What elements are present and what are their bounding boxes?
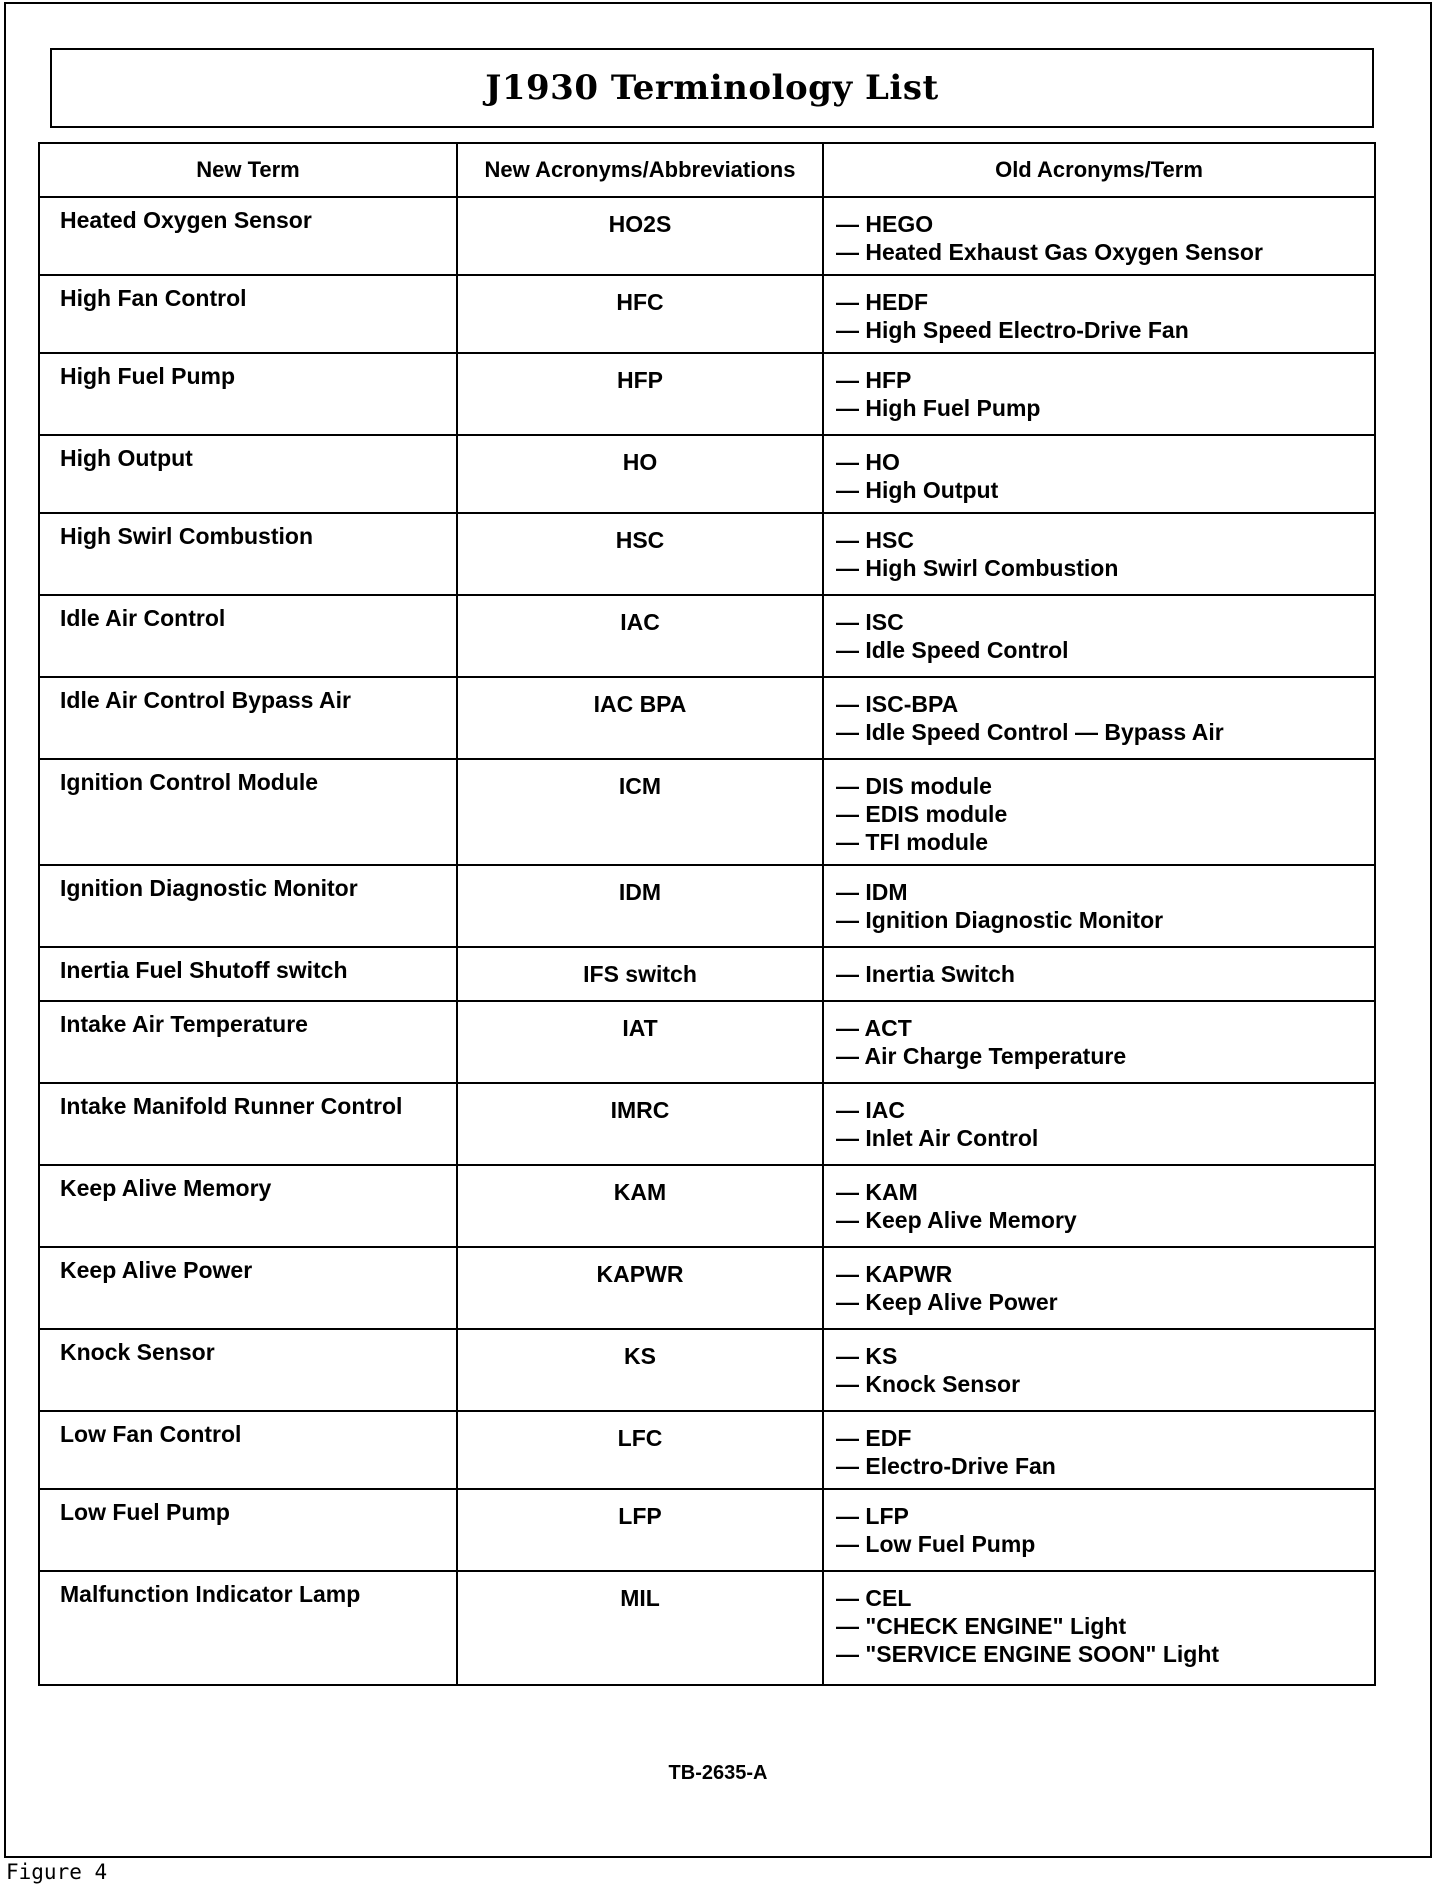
table-row xyxy=(39,947,1375,1001)
cell-old-acronyms xyxy=(823,1329,1375,1411)
cell-old-acronyms xyxy=(823,275,1375,353)
old-term-line: — CEL xyxy=(836,1585,912,1611)
cell-new-term: High Fan Control xyxy=(39,275,457,353)
header-old-acronyms: Old Acronyms/Term xyxy=(823,143,1375,197)
page-title: J1930 Terminology List xyxy=(485,68,939,108)
cell-new-term: Low Fan Control xyxy=(39,1411,457,1489)
table-row xyxy=(39,595,1375,677)
old-term-line: — Keep Alive Memory xyxy=(836,1207,1077,1233)
cell-new-term: Ignition Control Module xyxy=(39,759,457,865)
cell-old-acronyms xyxy=(823,1247,1375,1329)
table-row xyxy=(39,513,1375,595)
table-row xyxy=(39,353,1375,435)
old-term-line: — Low Fuel Pump xyxy=(836,1531,1036,1557)
old-term-line: — EDF xyxy=(836,1425,912,1451)
cell-old-acronyms xyxy=(823,1083,1375,1165)
cell-new-acronym: ICM xyxy=(457,759,823,865)
old-term-line: — Ignition Diagnostic Monitor xyxy=(836,907,1164,933)
old-term-line: — HEDF xyxy=(836,289,928,315)
cell-new-acronym: IFS switch xyxy=(457,947,823,1001)
cell-new-term: High Swirl Combustion xyxy=(39,513,457,595)
cell-new-acronym: KAPWR xyxy=(457,1247,823,1329)
cell-new-acronym: HO xyxy=(457,435,823,513)
old-term-line: — EDIS module xyxy=(836,801,1008,827)
old-term-line: — IAC xyxy=(836,1097,905,1123)
cell-new-acronym: MIL xyxy=(457,1571,823,1685)
table-row xyxy=(39,1411,1375,1489)
cell-old-acronyms xyxy=(823,865,1375,947)
cell-new-term: Ignition Diagnostic Monitor xyxy=(39,865,457,947)
old-term-line: — "CHECK ENGINE" Light xyxy=(836,1613,1127,1639)
cell-new-acronym: IAC xyxy=(457,595,823,677)
figure-code: TB-2635-A xyxy=(668,1762,768,1784)
cell-old-acronyms xyxy=(823,1489,1375,1571)
cell-new-term: High Output xyxy=(39,435,457,513)
cell-old-acronyms xyxy=(823,1165,1375,1247)
old-term-line: — High Fuel Pump xyxy=(836,395,1041,421)
old-term-line: — DIS module xyxy=(836,773,992,799)
cell-new-acronym: HSC xyxy=(457,513,823,595)
cell-new-term: High Fuel Pump xyxy=(39,353,457,435)
table-row xyxy=(39,1083,1375,1165)
old-term-line: — IDM xyxy=(836,879,908,905)
cell-new-acronym: IAT xyxy=(457,1001,823,1083)
cell-new-acronym: IDM xyxy=(457,865,823,947)
table-header-row xyxy=(39,143,1375,197)
old-term-line: — Air Charge Temperature xyxy=(836,1043,1127,1069)
old-term-line: — Idle Speed Control xyxy=(836,637,1069,663)
cell-new-acronym: KS xyxy=(457,1329,823,1411)
table-row xyxy=(39,1489,1375,1571)
old-term-line: — "SERVICE ENGINE SOON" Light xyxy=(836,1641,1220,1667)
table-row xyxy=(39,759,1375,865)
cell-new-acronym: LFC xyxy=(457,1411,823,1489)
cell-old-acronyms xyxy=(823,677,1375,759)
old-term-line: — Inertia Switch xyxy=(836,961,1015,987)
old-term-line: — TFI module xyxy=(836,829,989,855)
table-row xyxy=(39,275,1375,353)
cell-new-term: Heated Oxygen Sensor xyxy=(39,197,457,275)
cell-old-acronyms xyxy=(823,513,1375,595)
cell-new-term: Inertia Fuel Shutoff switch xyxy=(39,947,457,1001)
cell-old-acronyms xyxy=(823,1571,1375,1685)
old-term-line: — High Speed Electro-Drive Fan xyxy=(836,317,1189,343)
header-new-acronyms: New Acronyms/Abbreviations xyxy=(457,143,823,197)
cell-new-acronym: LFP xyxy=(457,1489,823,1571)
old-term-line: — Heated Exhaust Gas Oxygen Sensor xyxy=(836,239,1263,265)
cell-old-acronyms xyxy=(823,197,1375,275)
old-term-line: — ISC-BPA xyxy=(836,691,959,717)
table-row xyxy=(39,1571,1375,1685)
old-term-line: — Electro-Drive Fan xyxy=(836,1453,1056,1479)
cell-new-acronym: KAM xyxy=(457,1165,823,1247)
old-term-line: — High Output xyxy=(836,477,999,503)
cell-new-term: Idle Air Control Bypass Air xyxy=(39,677,457,759)
cell-new-term: Malfunction Indicator Lamp xyxy=(39,1571,457,1685)
title-box xyxy=(50,48,1374,128)
cell-old-acronyms xyxy=(823,353,1375,435)
table-row xyxy=(39,197,1375,275)
old-term-line: — HEGO xyxy=(836,211,934,237)
old-term-line: — High Swirl Combustion xyxy=(836,555,1119,581)
cell-old-acronyms xyxy=(823,947,1375,1001)
old-term-line: — ISC xyxy=(836,609,904,635)
cell-new-acronym: HO2S xyxy=(457,197,823,275)
cell-new-acronym: IMRC xyxy=(457,1083,823,1165)
table-row xyxy=(39,1001,1375,1083)
cell-old-acronyms xyxy=(823,435,1375,513)
old-term-line: — KAPWR xyxy=(836,1261,953,1287)
cell-old-acronyms xyxy=(823,759,1375,865)
old-term-line: — KAM xyxy=(836,1179,918,1205)
old-term-line: — Inlet Air Control xyxy=(836,1125,1039,1151)
table-body xyxy=(39,197,1375,1685)
cell-new-term: Intake Air Temperature xyxy=(39,1001,457,1083)
cell-new-acronym: HFP xyxy=(457,353,823,435)
old-term-line: — HSC xyxy=(836,527,914,553)
cell-new-term: Keep Alive Memory xyxy=(39,1165,457,1247)
cell-new-acronym: HFC xyxy=(457,275,823,353)
old-term-line: — HO xyxy=(836,449,900,475)
cell-new-acronym: IAC BPA xyxy=(457,677,823,759)
cell-new-term: Knock Sensor xyxy=(39,1329,457,1411)
table-row xyxy=(39,677,1375,759)
cell-old-acronyms xyxy=(823,595,1375,677)
old-term-line: — LFP xyxy=(836,1503,909,1529)
old-term-line: — HFP xyxy=(836,367,912,393)
cell-new-term: Intake Manifold Runner Control xyxy=(39,1083,457,1165)
table-row xyxy=(39,1165,1375,1247)
terminology-table xyxy=(38,142,1376,1686)
cell-new-term: Keep Alive Power xyxy=(39,1247,457,1329)
table-row xyxy=(39,435,1375,513)
old-term-line: — Knock Sensor xyxy=(836,1371,1021,1397)
table-row xyxy=(39,1247,1375,1329)
header-new-term: New Term xyxy=(39,143,457,197)
cell-old-acronyms xyxy=(823,1411,1375,1489)
cell-new-term: Low Fuel Pump xyxy=(39,1489,457,1571)
old-term-line: — Keep Alive Power xyxy=(836,1289,1058,1315)
figure-caption: Figure 4 xyxy=(6,1860,108,1884)
table-row xyxy=(39,865,1375,947)
cell-new-term: Idle Air Control xyxy=(39,595,457,677)
table-row xyxy=(39,1329,1375,1411)
old-term-line: — Idle Speed Control — Bypass Air xyxy=(836,719,1224,745)
old-term-line: — ACT xyxy=(836,1015,912,1041)
cell-old-acronyms xyxy=(823,1001,1375,1083)
old-term-line: — KS xyxy=(836,1343,898,1369)
